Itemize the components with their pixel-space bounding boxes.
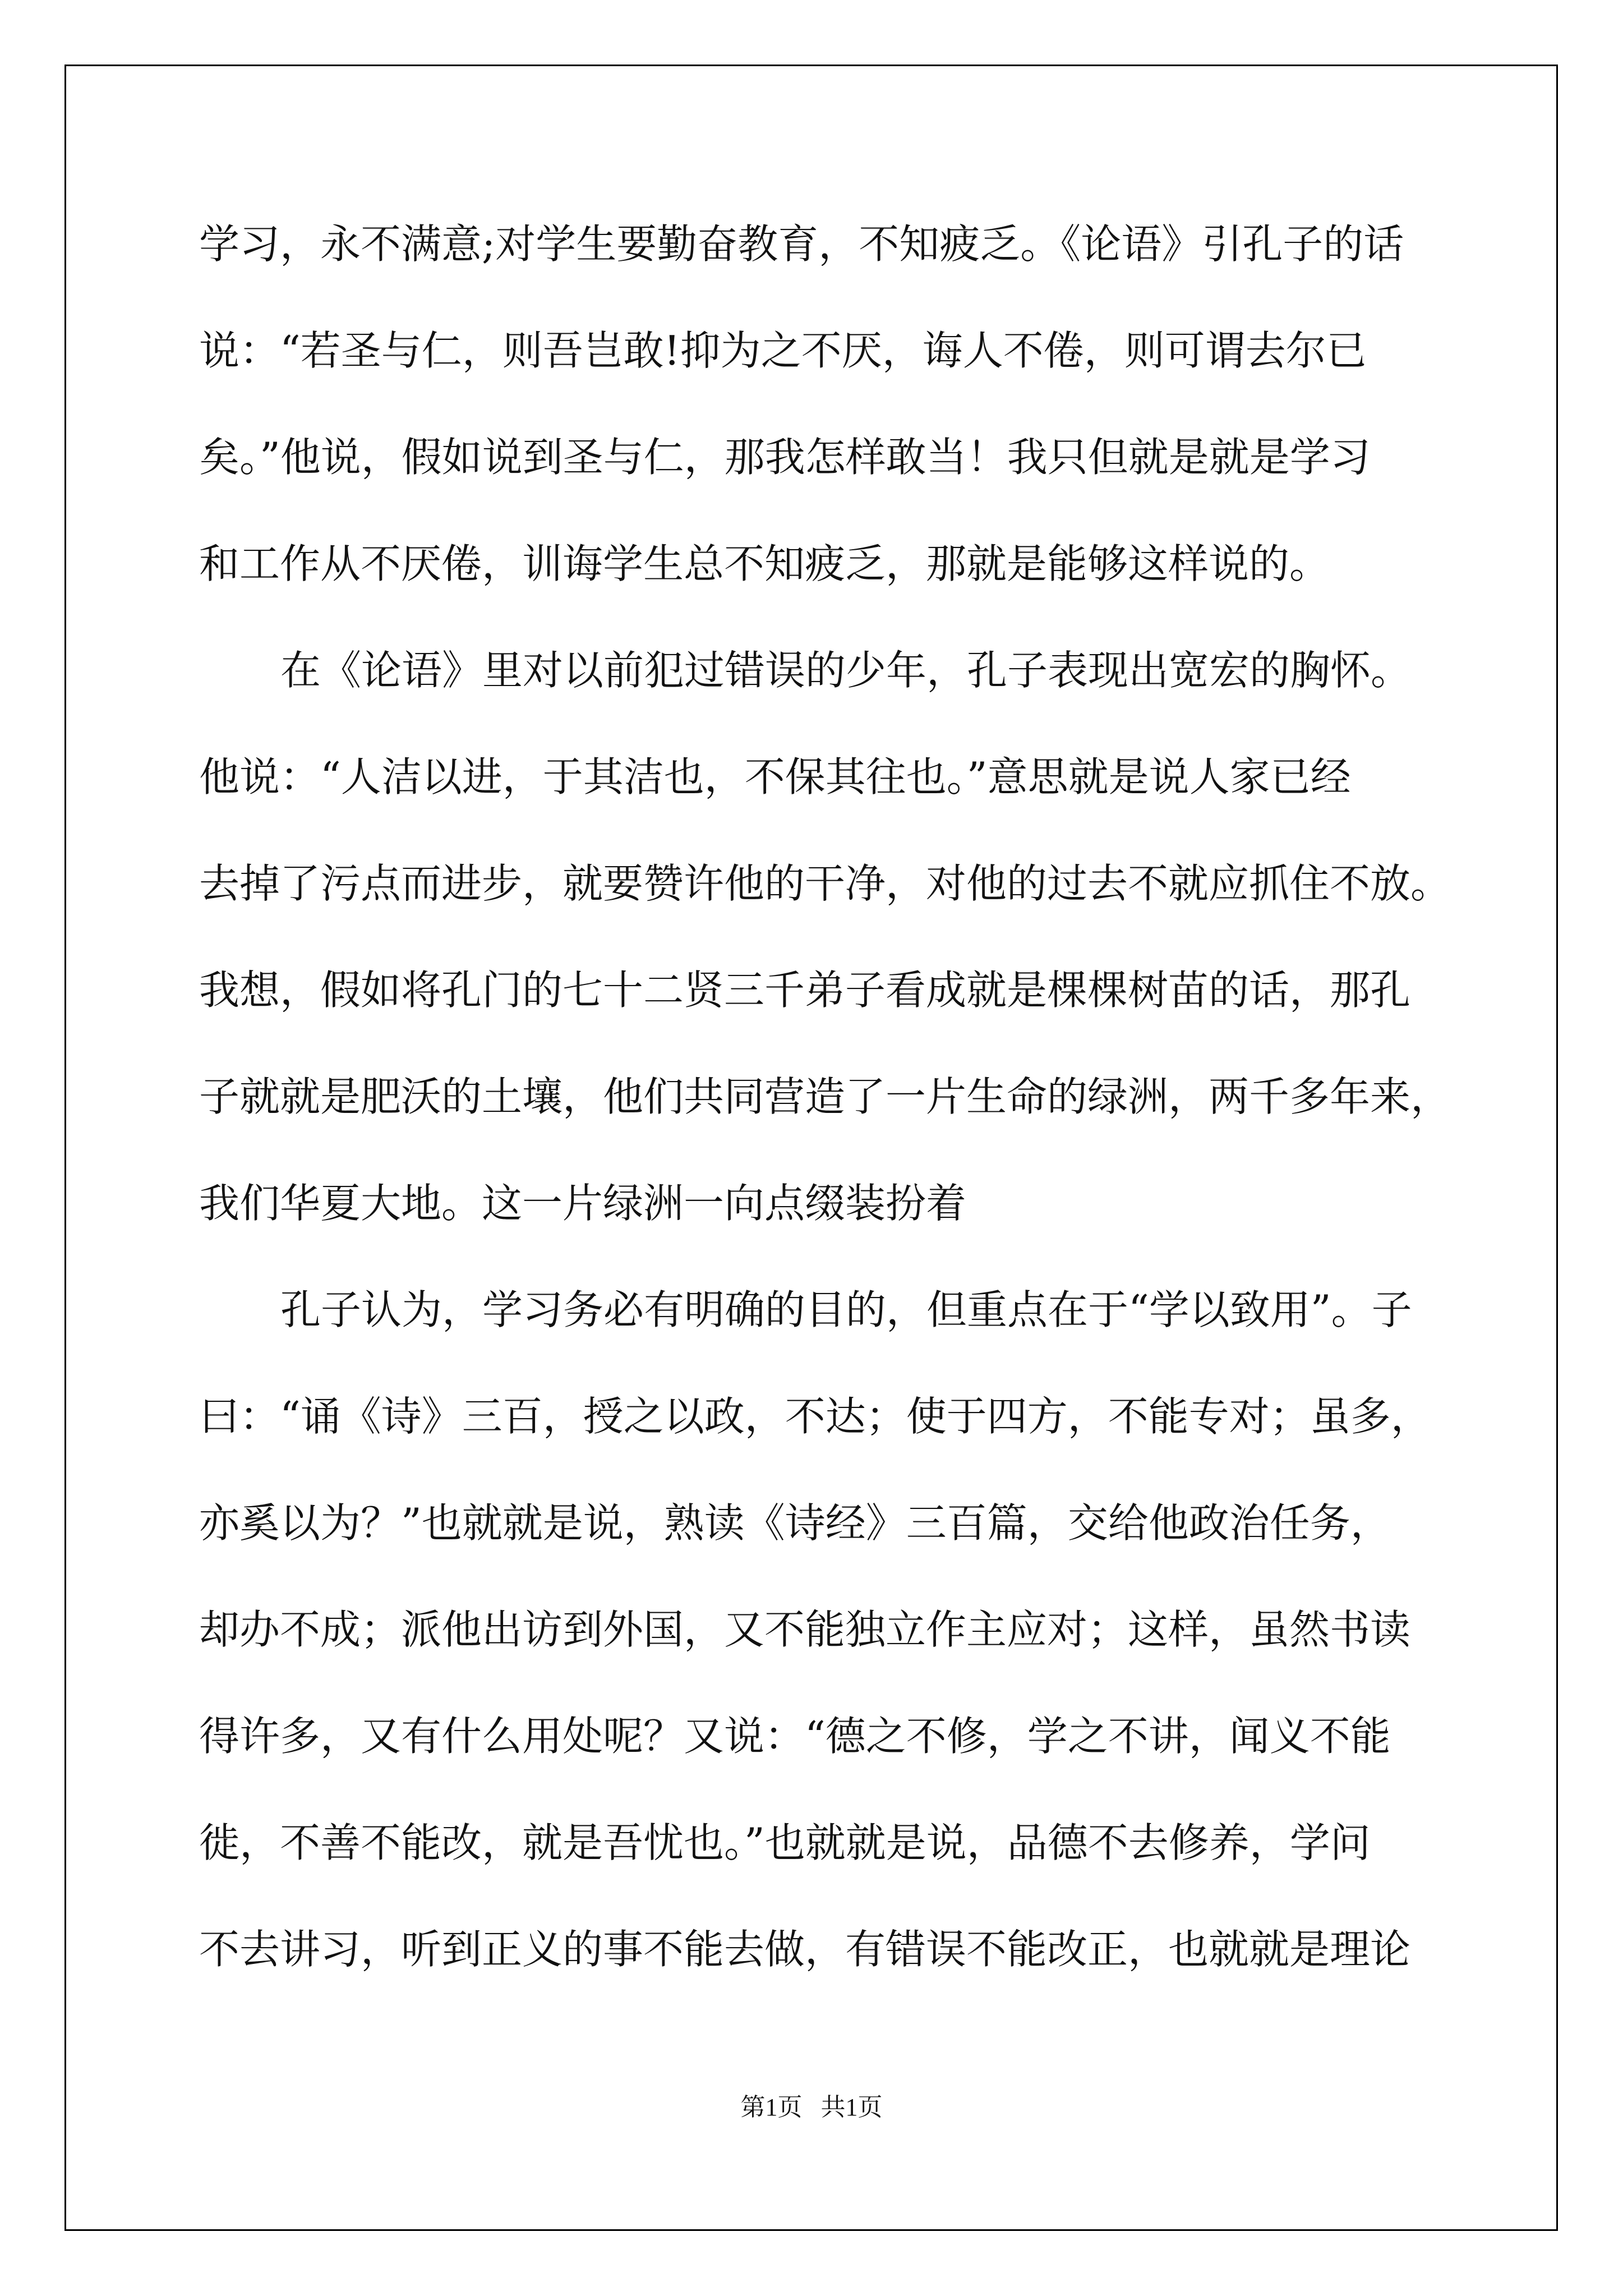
paragraph-3-line-5: 得许多，又有什么用处呢？又说：“德之不修，学之不讲，闻义不能 xyxy=(199,1713,1391,1760)
page-border xyxy=(64,65,1558,2231)
paragraph-2-line-1: 在《论语》里对以前犯过错误的少年，孔子表现出宽宏的胸怀。 xyxy=(280,647,1412,694)
paragraph-1-line-4: 和工作从不厌倦，训诲学生总不知疲乏，那就是能够这样说的。 xyxy=(199,540,1330,587)
paragraph-1-line-2: 说：“若圣与仁，则吾岂敢!抑为之不厌，诲人不倦，则可谓去尔已 xyxy=(199,327,1367,374)
paragraph-3-line-3: 亦奚以为？”也就就是说，熟读《诗经》三百篇，交给他政治任务， xyxy=(199,1499,1391,1547)
paragraph-2-line-6: 我们华夏大地。这一片绿洲一向点缀装扮着 xyxy=(199,1180,967,1227)
paragraph-2-line-5: 子就就是肥沃的土壤，他们共同营造了一片生命的绿洲，两千多年来， xyxy=(199,1073,1451,1120)
paragraph-2-line-2: 他说：“人洁以进，于其洁也，不保其往也。”意思就是说人家已经 xyxy=(199,753,1351,800)
paragraph-3-line-4: 却办不成；派他出访到外国，又不能独立作主应对；这样，虽然书读 xyxy=(199,1606,1411,1653)
paragraph-3-line-7: 不去讲习，听到正义的事不能去做，有错误不能改正，也就就是理论 xyxy=(199,1926,1411,1973)
paragraph-3-line-2: 曰：“诵《诗》三百，授之以政，不达；使于四方，不能专对；虽多， xyxy=(199,1393,1431,1440)
paragraph-1-line-1: 学习，永不满意;对学生要勤奋教育，不知疲乏。《论语》引孔子的话 xyxy=(199,220,1404,268)
paragraph-2-line-4: 我想，假如将孔门的七十二贤三千弟子看成就是棵棵树苗的话，那孔 xyxy=(199,967,1411,1014)
paragraph-2-line-3: 去掉了污点而进步，就要赞许他的干净，对他的过去不就应抓住不放。 xyxy=(199,860,1451,907)
paragraph-3-line-6: 徙，不善不能改，就是吾忧也。”也就就是说，品德不去修养，学问 xyxy=(199,1819,1371,1866)
page-footer: 第1页 共1页 xyxy=(740,2093,883,2121)
paragraph-3-line-1: 孔子认为，学习务必有明确的目的，但重点在于“学以致用”。子 xyxy=(280,1286,1412,1333)
paragraph-1-line-3: 矣。”他说，假如说到圣与仁，那我怎样敢当！我只但就是就是学习 xyxy=(199,434,1371,481)
